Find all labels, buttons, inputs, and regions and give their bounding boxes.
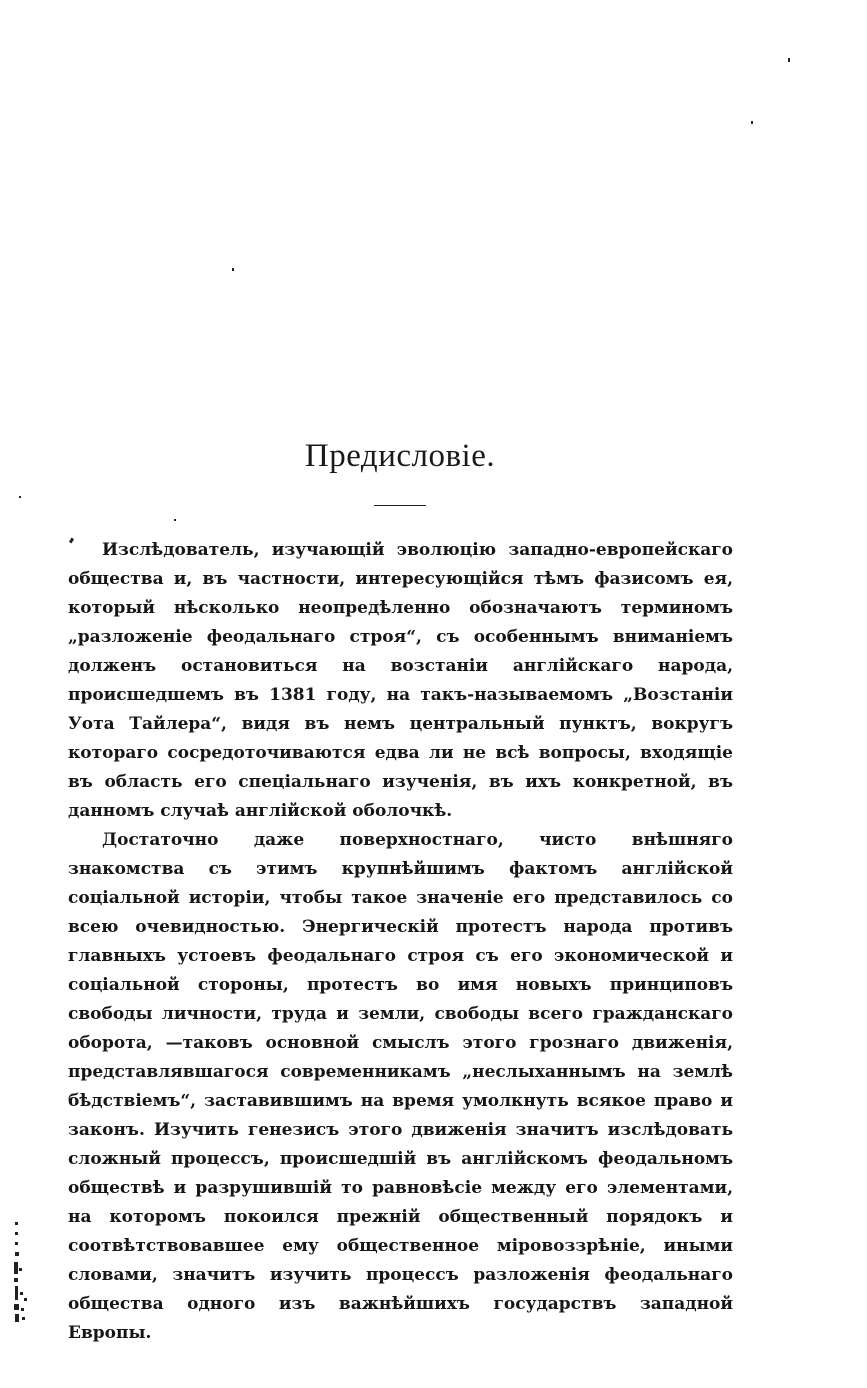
title-divider	[374, 505, 426, 506]
body-text	[68, 536, 733, 1348]
print-speck	[788, 58, 790, 62]
print-speck	[174, 519, 176, 521]
paragraph-2: Достаточно даже поверхностнаго, чисто внѣшняго знакомства съ этимъ крупнѣйшимъ фактомъ англійской соціальной исторіи, чтобы такое значеніе его представилось со всею очевидностью. Энергическій протестъ народа противъ главныхъ устоевъ феодальнаго строя съ его экономической и соціальной стороны, протестъ во имя новыхъ принциповъ свободы личности, труда и земли, свободы всего гражданскаго оборота, —таковъ основной смыслъ этого грознаго движенія, представлявшагося современникамъ „неслыханнымъ на землѣ бѣдствіемъ“, заставившимъ на время умолкнуть всякое право и законъ. Изучить генезисъ этого движенія значитъ изслѣдовать сложный процессъ, происшедшій въ англійскомъ феодальномъ обществѣ и разрушившій то равновѣсіе между его элементами, на которомъ покоился прежній общественный порядокъ и соотвѣтствовавшее ему общественное міровоззрѣніе, иными словами, значитъ изучить процессъ разложенія феодальнаго общества одного изъ важнѣйшихъ государствъ западной Европы.	[68, 830, 733, 1343]
print-speck	[19, 496, 21, 498]
print-speck	[232, 268, 234, 271]
print-speck	[751, 121, 753, 124]
paragraph-1: Изслѣдователь, изучающій эволюцію западно-европейскаго общества и, въ частности, интересующійся тѣмъ фазисомъ ея, который нѣсколько неопредѣленно обозначаютъ терминомъ „разложеніе феодальнаго строя“, съ особеннымъ вниманіемъ долженъ остановиться на возстаніи англійскаго народа, происшедшемъ въ 1381 году, на такъ-называемомъ „Возстаніи Уота Тайлера“, видя въ немъ центральный пунктъ, вокругъ котораго сосредоточиваются едва ли не всѣ вопросы, входящіе въ область его спеціальнаго изученія, въ ихъ конкретной, въ данномъ случаѣ англійской оболочкѣ.	[68, 540, 733, 821]
page-title: Предисловіе.	[304, 438, 496, 474]
binding-edge-marks	[12, 1222, 34, 1332]
